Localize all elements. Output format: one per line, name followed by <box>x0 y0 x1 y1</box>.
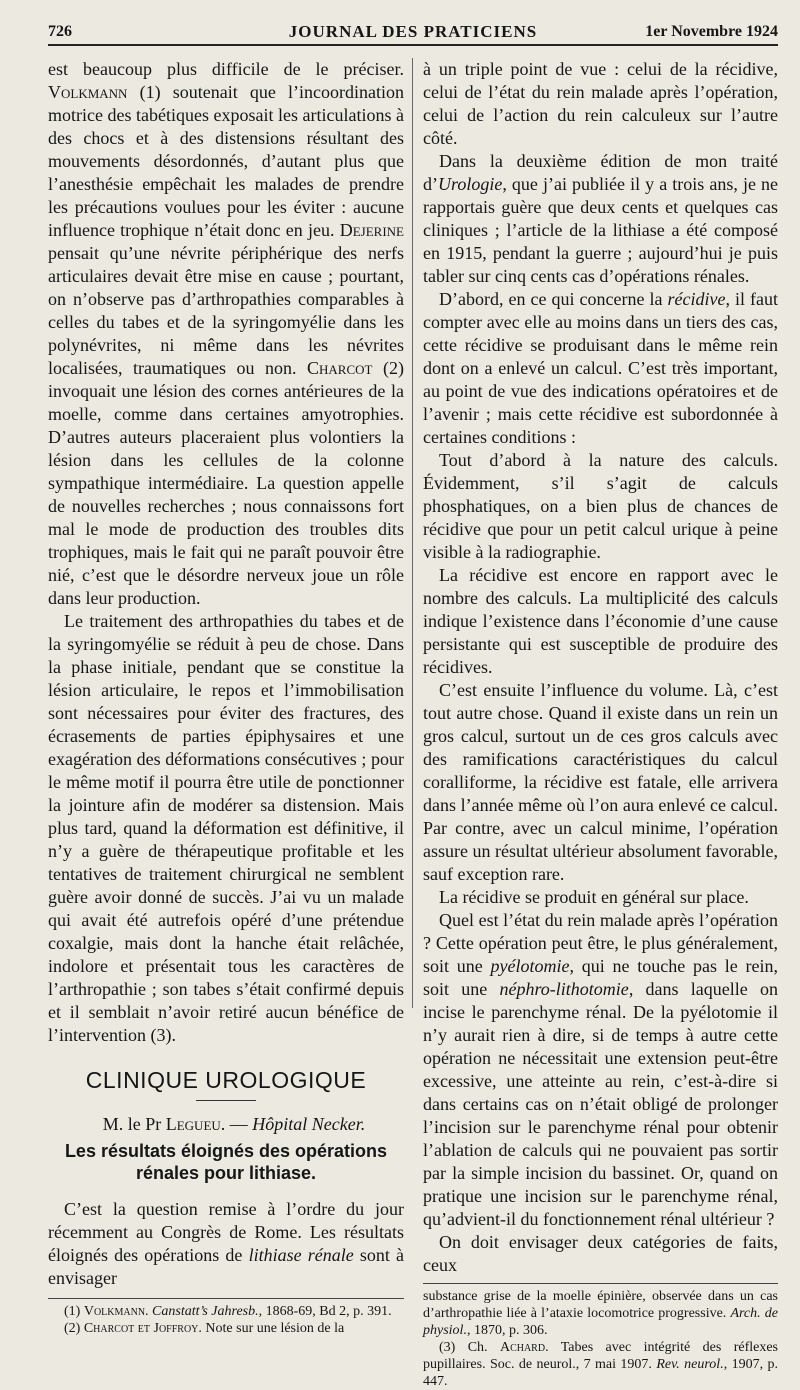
column-separator <box>412 58 413 1008</box>
paragraph: Tout d’abord à la nature des calculs. Évidemment, s’il s’agit de calculs phosphatiques, on a bien plus de chances de récidive que pour un petit calcul urique à peine visible à la radiographie. <box>423 450 778 562</box>
paragraph: Quel est l’état du rein malade après l’opération ? Cette opération peut être, le plus généralement, soit une pyélotomie, qui ne touche pas le rein, soit une néphro-lithotomie, dans laquelle on incise le parenchyme rénal. De la pyélotomie il n’y aurait rien à dire, si de temps à autre cette opération ne nécessitait une extension peut-être excessive, une atteinte au rein, c’est-à-dire si dans certains cas on n’était obligé de prolonger l’incision sur le parenchyme rénal pour obtenir l’ablation de calculs qui ne pouvaient pas sortir par la simple incision du bassinet. Or, quand on pratique une incision sur le parenchyme rénal, qu’advient-il du fonctionnement rénal ultérieur ? <box>423 910 778 1229</box>
paragraph: C’est ensuite l’influence du volume. Là, c’est tout autre chose. Quand il existe dans un rein un gros calcul, surtout un de ces gros calculs avec des ramifications caractéristiques du calcul coralliforme, la récidive est fatale, elle arrivera dans l’année même où l’on aura enlevé ce calcul. Par contre, avec un calcul minime, l’opération assure un résultat ultérieur absolument favorable, sauf exception rare. <box>423 680 778 884</box>
paragraph: à un triple point de vue : celui de la récidive, celui de l’état du rein malade après l’opération, celui de l’action du rein calculeux sur l’autre côté. <box>423 59 778 148</box>
paragraph: La récidive se produit en général sur place. <box>439 887 749 907</box>
paragraph: est beaucoup plus difficile de le préciser. Volkmann (1) soutenait que l’incoordination motrice des tabétiques exposait les articulations à des chocs et à des distensions résultant des mouvements désordonnés, d’autant plus que l’anesthésie empêchait les malades de prendre les précautions voulues pour les éviter : aucune influence trophique n’était donc en jeu. Dejerine pensait qu’une névrite périphérique des nerfs articulaires devait être mise en cause ; pourtant, on n’observe pas d’arthropathies comparables à celles du tabes et de la syringomyélie dans les polynévrites, ni même dans les névrites localisées, traumatiques ou non. Charcot (2) invoquait une lésion des cornes antérieures de la moelle, comme dans certaines amyotrophies. D’autres auteurs placeraient plus volontiers la lésion dans les cellules de la colonne sympathique intermédiaire. La question appelle de nouvelles recherches ; nous connaissons fort mal le mode de production des troubles dits trophiques, mais le fait qui ne paraît pouvoir être nié, c’est que le désordre nerveux joue un rôle dans leur production. <box>48 59 404 608</box>
right-column <box>423 58 778 1390</box>
paragraph: La récidive est encore en rapport avec le nombre des calculs. La multiplicité des calculs indique l’existence dans l’économie d’une cause persistante qui est susceptible de produire des récidives. <box>423 565 778 677</box>
paragraph: D’abord, en ce qui concerne la récidive, il faut compter avec elle au moins dans un tiers des cas, cette récidive se produisant dans le même rein dont on a enlevé un calcul. C’est très important, au point de vue des indications opératoires et de l’avenir ; mais cette récidive est subordonnée à certaines conditions : <box>423 289 778 447</box>
author-name: Volkmann <box>48 82 128 102</box>
article-title: Les résultats éloignés des opérations rénales pour lithiase. <box>64 1141 388 1183</box>
paragraph: On doit envisager deux catégories de faits, ceux <box>423 1232 778 1275</box>
article-author: M. le Pr Legueu. — Hôpital Necker. <box>102 1114 366 1134</box>
running-header <box>48 20 778 42</box>
footnote: (2) Charcot et Joffroy. Note sur une lésion de la <box>64 1321 345 1336</box>
footnote: (3) Ch. Achard. Tabes avec intégrité des réflexes pupillaires. Soc. de neurol., 7 mai 1907. Rev. neurol., 1907, p. 447. <box>423 1340 778 1389</box>
journal-title: JOURNAL DES PRATICIENS <box>288 22 538 41</box>
paragraph: Dans la deuxième édition de mon traité d’Urologie, que j’ai publiée il y a trois ans, je ne rapportais guère que deux cents et quelques cas cliniques ; l’article de la lithiase a été composé en 1915, pendant la guerre ; aujourd’hui je puis tabler sur cinq cents cas d’opérations rénales. <box>423 151 778 286</box>
paragraph: C’est la question remise à l’ordre du jour récemment au Congrès de Rome. Les résultats éloignés des opérations de lithiase rénale sont à envisager <box>48 1199 405 1288</box>
footnote: (1) Volkmann. Canstatt’s Jahresb., 1868-69, Bd 2, p. 391. <box>64 1304 392 1319</box>
author-name: Charcot <box>307 358 373 378</box>
footnote-rule <box>48 1298 404 1299</box>
section-rule <box>196 1100 256 1101</box>
issue-date: 1er Novembre 1924 <box>645 23 778 40</box>
page-number: 726 <box>48 23 72 40</box>
paragraph: Le traitement des arthropathies du tabes et de la syringomyélie se réduit à peu de chose. Dans la phase initiale, pendant que se constitue la lésion articulaire, le repos et l’immobilisation sont nécessaires pour éviter des fractures, des écrasements de parties épiphysaires et une exagération des déformations consécutives ; pour le même motif il pourra être utile de ponctionner la jointure afin de modérer sa distension. Mais plus tard, quand la déformation est définitive, il n’y a guère de thérapeutique profitable et les tentatives de traitement chirurgical ne semblent guère avoir donné de succès. J’ai vu un malade qui avait été autrefois opéré d’une prétendue coxalgie, mais dont la hanche était relâchée, indolore et présentait tous les caractères de l’arthropathie ; son tabes s’était confirmé depuis et il semblait n’avoir retiré aucun bénéfice de l’intervention (3). <box>48 611 404 1045</box>
footnote: substance grise de la moelle épinière, observée dans un cas d’arthropathie liée à l’ataxie locomotrice progressive. Arch. de physiol., 1870, p. 306. <box>423 1289 778 1338</box>
header-rule <box>48 44 778 46</box>
section-heading: CLINIQUE UROLOGIQUE <box>85 1067 367 1093</box>
author-name: Dejerine <box>339 220 404 240</box>
left-column <box>48 58 404 1337</box>
footnote-rule <box>423 1283 778 1284</box>
